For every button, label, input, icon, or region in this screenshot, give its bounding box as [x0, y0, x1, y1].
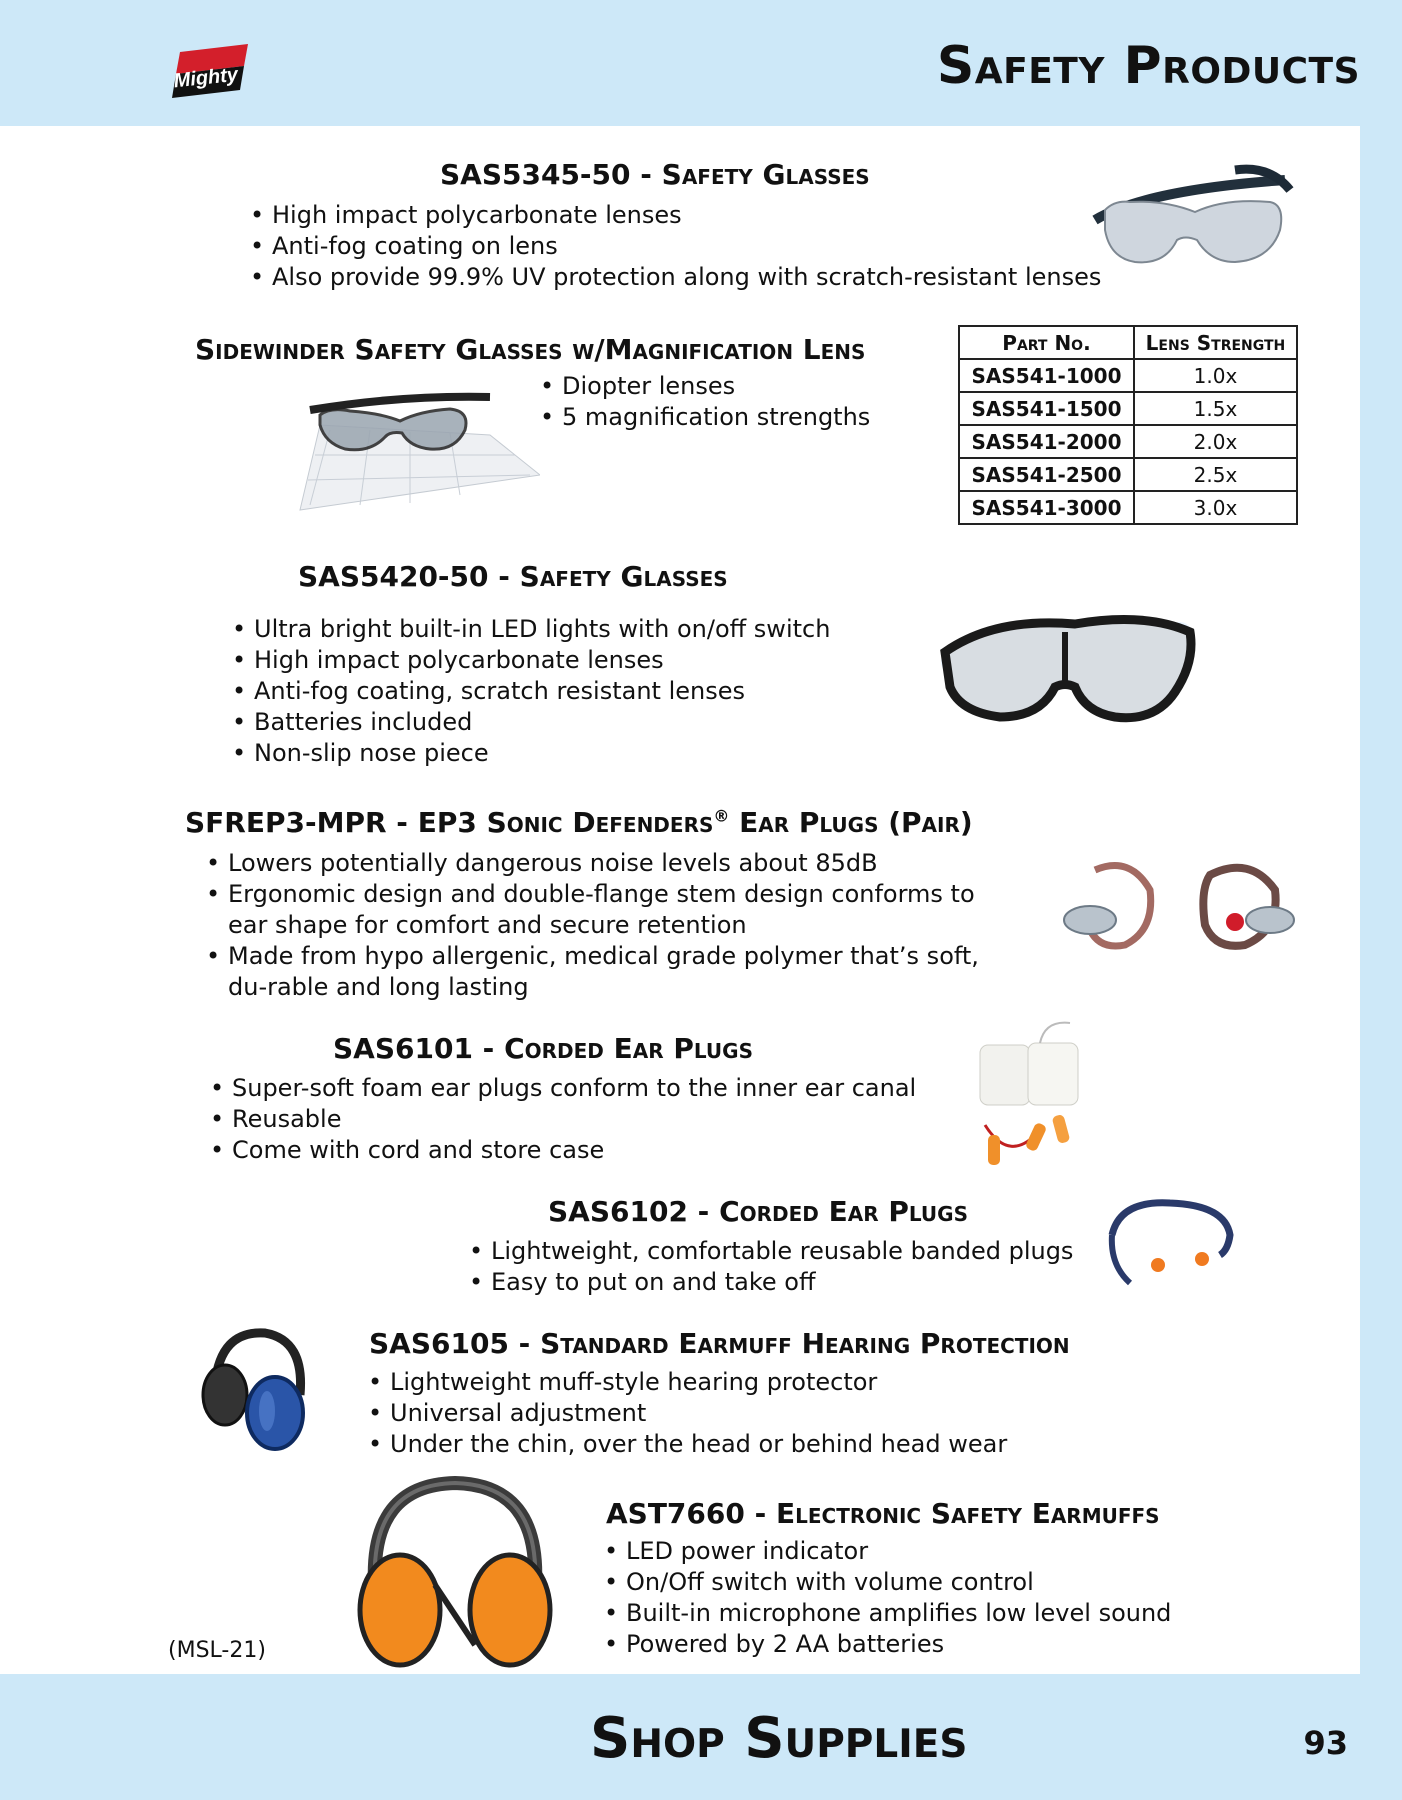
product-heading-sas6105: SAS6105 - Standard Earmuff Hearing Protection	[369, 1327, 1070, 1360]
table-row: SAS541-3000 3.0x	[959, 491, 1297, 524]
product-heading-sidewinder: Sidewinder Safety Glasses w/Magnification Lens	[195, 333, 866, 366]
safety-glasses-image	[1085, 150, 1305, 290]
table-row: SAS541-2000 2.0x	[959, 425, 1297, 458]
banded-ear-plugs-image	[1100, 1195, 1240, 1295]
bullets-sas5420: • Ultra bright built-in LED lights with on/off switch • High impact polycarbonate lenses • Anti-fog coating, scratch resistant lenses • Batteries included • Non-slip nose piece	[232, 614, 830, 769]
product-heading-sfrep3: SFREP3-MPR - EP3 Sonic Defenders® Ear Plugs (Pair)	[185, 806, 973, 839]
mighty-logo	[168, 42, 250, 106]
bullets-sfrep3: • Lowers potentially dangerous noise levels about 85dB • Ergonomic design and double-flange stem design conforms to ear shape for comfort and secure retention • Made from hypo allergenic, medical grade polymer that’s soft, du-rable and long lasting	[206, 848, 986, 1003]
column-header: Part No.	[959, 326, 1134, 359]
product-heading-sas6102: SAS6102 - Corded Ear Plugs	[548, 1195, 968, 1228]
led-safety-glasses-image	[925, 592, 1215, 732]
svg-text:Mighty: Mighty	[172, 63, 239, 93]
table-row: SAS541-1500 1.5x	[959, 392, 1297, 425]
bullets-sas6105: • Lightweight muff-style hearing protector • Universal adjustment • Under the chin, over the head or behind head wear	[368, 1367, 1007, 1460]
bullets-sidewinder: • Diopter lenses • 5 magnification strengths	[540, 371, 870, 433]
standard-earmuff-image	[195, 1325, 315, 1460]
electronic-earmuffs-image	[350, 1475, 560, 1675]
product-heading-sas6101: SAS6101 - Corded Ear Plugs	[333, 1032, 753, 1065]
table-row: SAS541-2500 2.5x	[959, 458, 1297, 491]
page-title: Safety Products	[936, 36, 1360, 96]
page-number: 93	[1303, 1724, 1348, 1762]
magnifier-glasses-image	[290, 385, 540, 515]
bullets-sas6101: • Super-soft foam ear plugs conform to the inner ear canal • Reusable • Come with cord and store case	[210, 1073, 916, 1166]
product-heading-ast7660: AST7660 - Electronic Safety Earmuffs	[606, 1497, 1160, 1530]
table-row: SAS541-1000 1.0x	[959, 359, 1297, 392]
bullets-ast7660: • LED power indicator • On/Off switch with volume control • Built-in microphone amplifies low level sound • Powered by 2 AA batteries	[604, 1536, 1171, 1660]
ear-plugs-image	[1055, 850, 1305, 960]
product-heading-sas5420: SAS5420-50 - Safety Glasses	[298, 560, 728, 593]
corded-ear-plugs-case-image	[970, 1015, 1110, 1175]
lens-strength-table	[958, 325, 1298, 525]
product-heading-sas5345: SAS5345-50 - Safety Glasses	[440, 158, 870, 191]
column-header: Lens Strength	[1134, 326, 1297, 359]
catalog-code: (MSL-21)	[168, 1638, 266, 1663]
bullets-sas6102: • Lightweight, comfortable reusable banded plugs • Easy to put on and take off	[469, 1236, 1073, 1298]
table-header-row	[959, 326, 1297, 359]
section-title: Shop Supplies	[590, 1706, 968, 1771]
bullets-sas5345: • High impact polycarbonate lenses • Anti-fog coating on lens • Also provide 99.9% UV protection along with scratch-resistant lenses	[250, 200, 1101, 293]
